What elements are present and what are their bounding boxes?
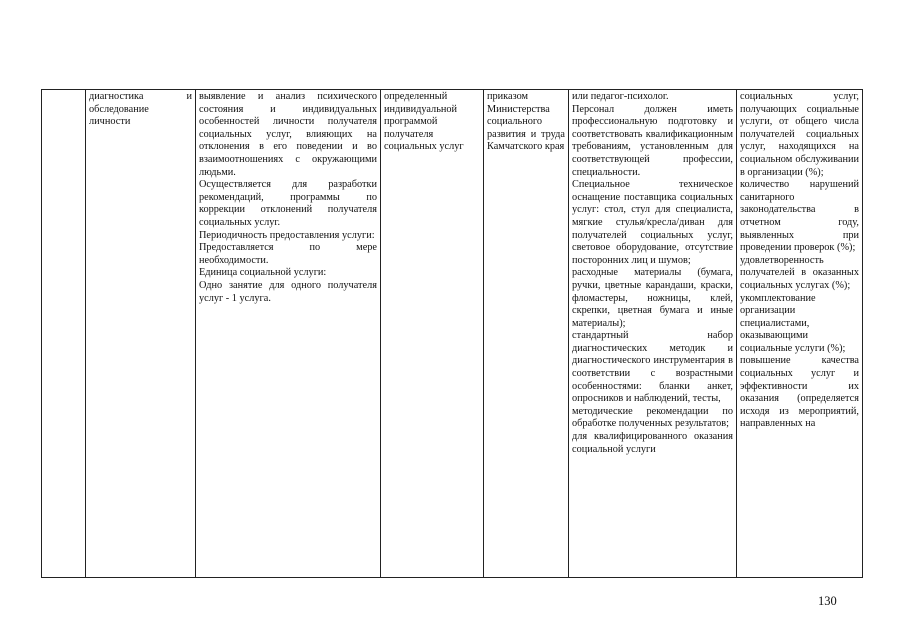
tariff-text: приказом Министерства социального развития и труда Камчатского края xyxy=(487,91,565,153)
cell-volume xyxy=(381,90,484,578)
description-paragraph: Одно занятие для одного получателя услуг - 1 услуга. xyxy=(199,279,377,304)
conditions-paragraph: методические рекомендации по обработке полученных результатов; xyxy=(572,405,733,430)
services-table xyxy=(41,89,863,578)
cell-service-name xyxy=(86,90,196,578)
volume-text: определенный индивидуальной программой получателя социальных услуг xyxy=(384,91,464,153)
cell-tariff xyxy=(484,90,569,578)
description-paragraph: Предоставляется по мере необходимости. xyxy=(199,242,377,266)
indicator-paragraph: укомплектование организации специалистами, оказывающими социальные услуги (%); xyxy=(740,292,846,354)
conditions-paragraph: стандартный набор диагностических методик и диагностического инструментария в соответствии с возрастными особенностями: бланки анкет, опросников и наблюдений, тесты, xyxy=(572,330,733,405)
conditions-paragraph: для квалифицированного оказания социальной услуги xyxy=(572,431,733,455)
table-row xyxy=(42,90,863,578)
conditions-paragraph: расходные материалы (бумага, ручки, цветные карандаши, краски, фломастеры, ножницы, клей, скрепки, цветная бумага и иные материалы); xyxy=(572,267,733,329)
description-paragraph: выявление и анализ психического состояния и индивидуальных особенностей личности получателя социальных услуг, влияющих на отклонения в его поведении и во взаимоотношениях с окружающими людьми. xyxy=(199,91,377,178)
cell-conditions xyxy=(569,90,737,578)
indicator-paragraph: повышение качества социальных услуг и эффективности их оказания (определяется исходя из мероприятий, направленных на xyxy=(740,355,859,430)
page-number: 130 xyxy=(818,594,837,608)
indicator-paragraph: количество нарушений санитарного законодательства в отчетном году, выявленных при проведении проверок (%); xyxy=(740,179,859,254)
description-paragraph: Периодичность предоставления услуги: xyxy=(199,229,375,241)
conditions-paragraph: Персонал должен иметь профессиональную подготовку и соответствовать квалификационным требованиям, установленным для соответствующей профессии, специальности. xyxy=(572,103,733,178)
service-name-text: диагностика и обследование личности xyxy=(89,91,192,128)
conditions-paragraph: Специальное техническое оснащение поставщика социальных услуг: стол, стул для специалиста, мягкие стулья/кресла/диван для получателей социальных услуг, световое оборудование, отсутствие посторонних лиц и шумов; xyxy=(572,179,733,266)
cell-number xyxy=(42,90,86,578)
cell-quality-indicators xyxy=(737,90,863,578)
indicator-paragraph: удовлетворенность получателей в оказанных социальных услугах (%); xyxy=(740,254,859,291)
description-paragraph: Осуществляется для разработки рекомендаций, программы по коррекции отклонений получателя социальных услуг. xyxy=(199,179,377,228)
conditions-paragraph: или педагог-психолог. xyxy=(572,91,669,102)
indicator-paragraph: социальных услуг, получающих социальные услуги, от общего числа получателей социальных услуг, находящихся на социальном обслуживании в организации (%); xyxy=(740,91,859,178)
description-paragraph: Единица социальной услуги: xyxy=(199,267,327,279)
cell-service-description xyxy=(196,90,381,578)
